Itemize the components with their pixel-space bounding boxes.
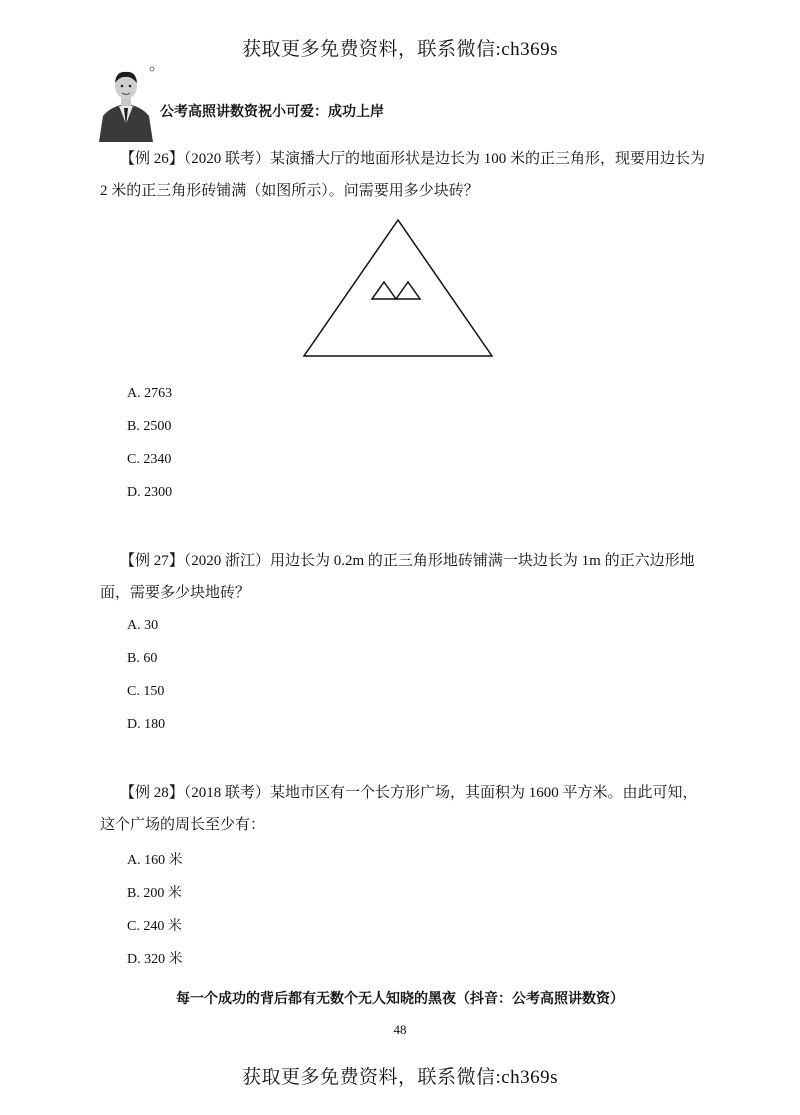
question-line: 【例 28】（2018 联考）某地市区有一个长方形广场，其面积为 1600 平方米。由此可知， — [120, 785, 698, 801]
option-b: B. 200 米 — [127, 886, 182, 901]
option-b: B. 60 — [127, 651, 158, 666]
watermark-bottom: 获取更多免费资料，联系微信:ch369s — [241, 1067, 559, 1088]
option-c: C. 2340 — [127, 452, 172, 467]
avatar — [95, 64, 157, 142]
question-line: 【例 27】（2020 浙江）用边长为 0.2m 的正三角形地砖铺满一块边长为 1m 的正六边形地 — [120, 553, 695, 569]
question-line: 面，需要多少块地砖？ — [100, 585, 251, 601]
option-d: D. 320 米 — [127, 952, 183, 967]
watermark-top: 获取更多免费资料，联系微信:ch369s — [241, 39, 559, 60]
triangle-tiling-diagram — [300, 218, 496, 360]
question-27 — [100, 545, 720, 609]
footer-slogan: 每一个成功的背后都有无数个无人知晓的黑夜（抖音：公考高照讲数资） — [176, 991, 624, 1007]
option-a: A. 160 米 — [127, 853, 183, 868]
question-28 — [100, 777, 720, 841]
option-a: A. 30 — [127, 618, 159, 633]
option-c: C. 150 — [127, 684, 165, 699]
option-d: D. 2300 — [127, 485, 173, 500]
option-c: C. 240 米 — [127, 919, 182, 934]
brand-tagline: 公考高照讲数资祝小可爱：成功上岸 — [160, 104, 384, 120]
question-26 — [100, 143, 720, 207]
option-a: A. 2763 — [127, 386, 173, 401]
page-number: 48 — [393, 1022, 407, 1037]
option-d: D. 180 — [127, 717, 166, 732]
question-line: 2 米的正三角形砖铺满（如图所示）。问需要用多少块砖？ — [100, 183, 479, 199]
question-line: 这个广场的周长至少有： — [100, 817, 266, 833]
option-b: B. 2500 — [127, 419, 172, 434]
question-line: 【例 26】（2020 联考）某演播大厅的地面形状是边长为 100 米的正三角形，现要用边长为 — [120, 151, 706, 167]
